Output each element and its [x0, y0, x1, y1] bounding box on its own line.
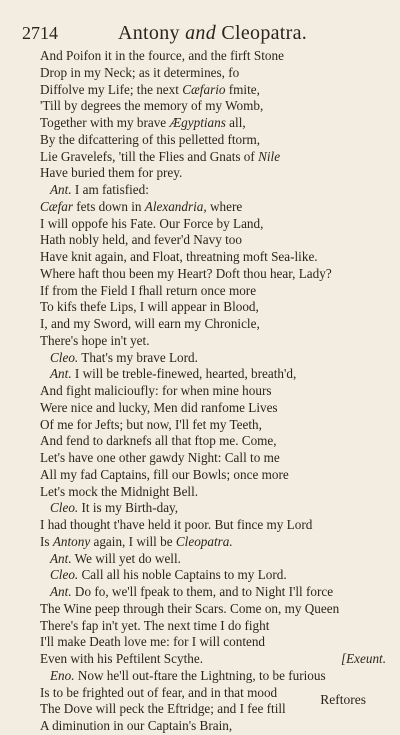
speaker-cleo: Cleo. [50, 567, 79, 583]
catchword: Reftores [320, 692, 366, 707]
text-line: Hath nobly held, and fever'd Navy too [40, 232, 242, 248]
text-line: To kifs thefe Lips, I will appear in Blood, [40, 299, 259, 315]
text-line: All my fad Captains, fill our Bowls; once more [40, 466, 289, 482]
text-line: The Wine peep through their Scars. Come on, my Queen [40, 600, 340, 616]
stage-direction-exeunt: [Exeunt. [340, 651, 386, 666]
speaker-ant: Ant. [50, 366, 72, 382]
text-line: Together with my brave Ægyptians all, [40, 115, 246, 130]
text-line: I'll make Death love me: for I will contend [40, 634, 266, 650]
text-line: Were nice and lucky, Men did ranfome Lives [40, 399, 278, 415]
speech-line: Cleo. Call all his noble Captains to my Lord. [50, 567, 287, 583]
text-line: And fight malicioufly: for when mine hours [40, 383, 272, 398]
text-line: There's hope in't yet. [40, 332, 150, 348]
text-line: Is to be frighted out of fear, and in that mood [40, 684, 278, 700]
speech-line: Ant. We will yet do well. [50, 550, 181, 566]
speaker-ant: Ant. [50, 584, 72, 599]
speech-line: Ant. I will be treble-finewed, hearted, breath'd, [50, 366, 297, 382]
text-line: Is Antony again, I will be Cleopatra. [40, 533, 233, 549]
text-line: Lie Gravelefs, 'till the Flies and Gnats of Nile [40, 148, 281, 164]
page-header [22, 20, 382, 46]
text-line: There's fap in't yet. The next time I do fight [40, 617, 270, 633]
running-title: Antony and Cleopatra. [118, 22, 308, 44]
text-line: Let's mock the Midnight Bell. [40, 483, 199, 499]
speaker-cleo: Cleo. [50, 349, 79, 365]
speaker-cleo: Cleo. [50, 500, 79, 516]
text-line: Where haft thou been my Heart? Doft thou hear, Lady? [40, 265, 332, 281]
speaker-eno: Eno. [50, 667, 75, 683]
speech-line: Eno. Now he'll out-ftare the Lightning, to be furious [50, 667, 326, 683]
text-line: I will oppofe his Fate. Our Force by Land, [40, 215, 264, 231]
text-line: And Poifon it in the fource, and the firft Stone [40, 48, 284, 63]
text-line: If from the Field I fhall return once more [40, 282, 257, 298]
page-number: 2714 [22, 23, 58, 43]
speech-line: Ant. I am fatisfied: [50, 182, 149, 197]
text-line: The Dove will peck the Eftridge; and I fee ftill [40, 701, 286, 717]
text-line: Drop in my Neck; as it determines, fo [40, 64, 240, 80]
text-line: And fend to darknefs all that ftop me. Come, [40, 433, 277, 449]
text-line: Have buried them for prey. [40, 165, 183, 181]
speaker-ant: Ant. [50, 182, 72, 197]
text-line: 'Till by degrees the memory of my Womb, [40, 98, 264, 114]
text-line: I had thought t'have held it poor. But fince my Lord [40, 517, 313, 532]
play-text [40, 48, 386, 735]
speaker-ant: Ant. [50, 550, 72, 566]
text-line: I, and my Sword, will earn my Chronicle, [40, 316, 260, 331]
speech-line: Cleo. That's my brave Lord. [50, 349, 198, 365]
text-line: By the difcattering of this pelletted ftorm, [40, 131, 261, 147]
speech-line: Cleo. It is my Birth-day, [50, 500, 179, 516]
text-line: Of me for Jefts; but now, I'll fet my Teeth, [40, 416, 262, 432]
text-line: Diffolve my Life; the next Cæfario fmite, [40, 81, 260, 97]
text-line: Cæfar fets down in Alexandria, where [40, 198, 243, 214]
text-line: Even with his Peftilent Scythe. [Exeunt. [40, 651, 386, 666]
speech-line: Ant. Do fo, we'll fpeak to them, and to Night I'll force [50, 584, 334, 599]
text-line: A diminution in our Captain's Brain, [40, 718, 233, 733]
text-line: Let's have one other gawdy Night: Call to me [40, 450, 280, 465]
text-line: Have knit again, and Float, threatning moft Sea-like. [40, 249, 318, 264]
